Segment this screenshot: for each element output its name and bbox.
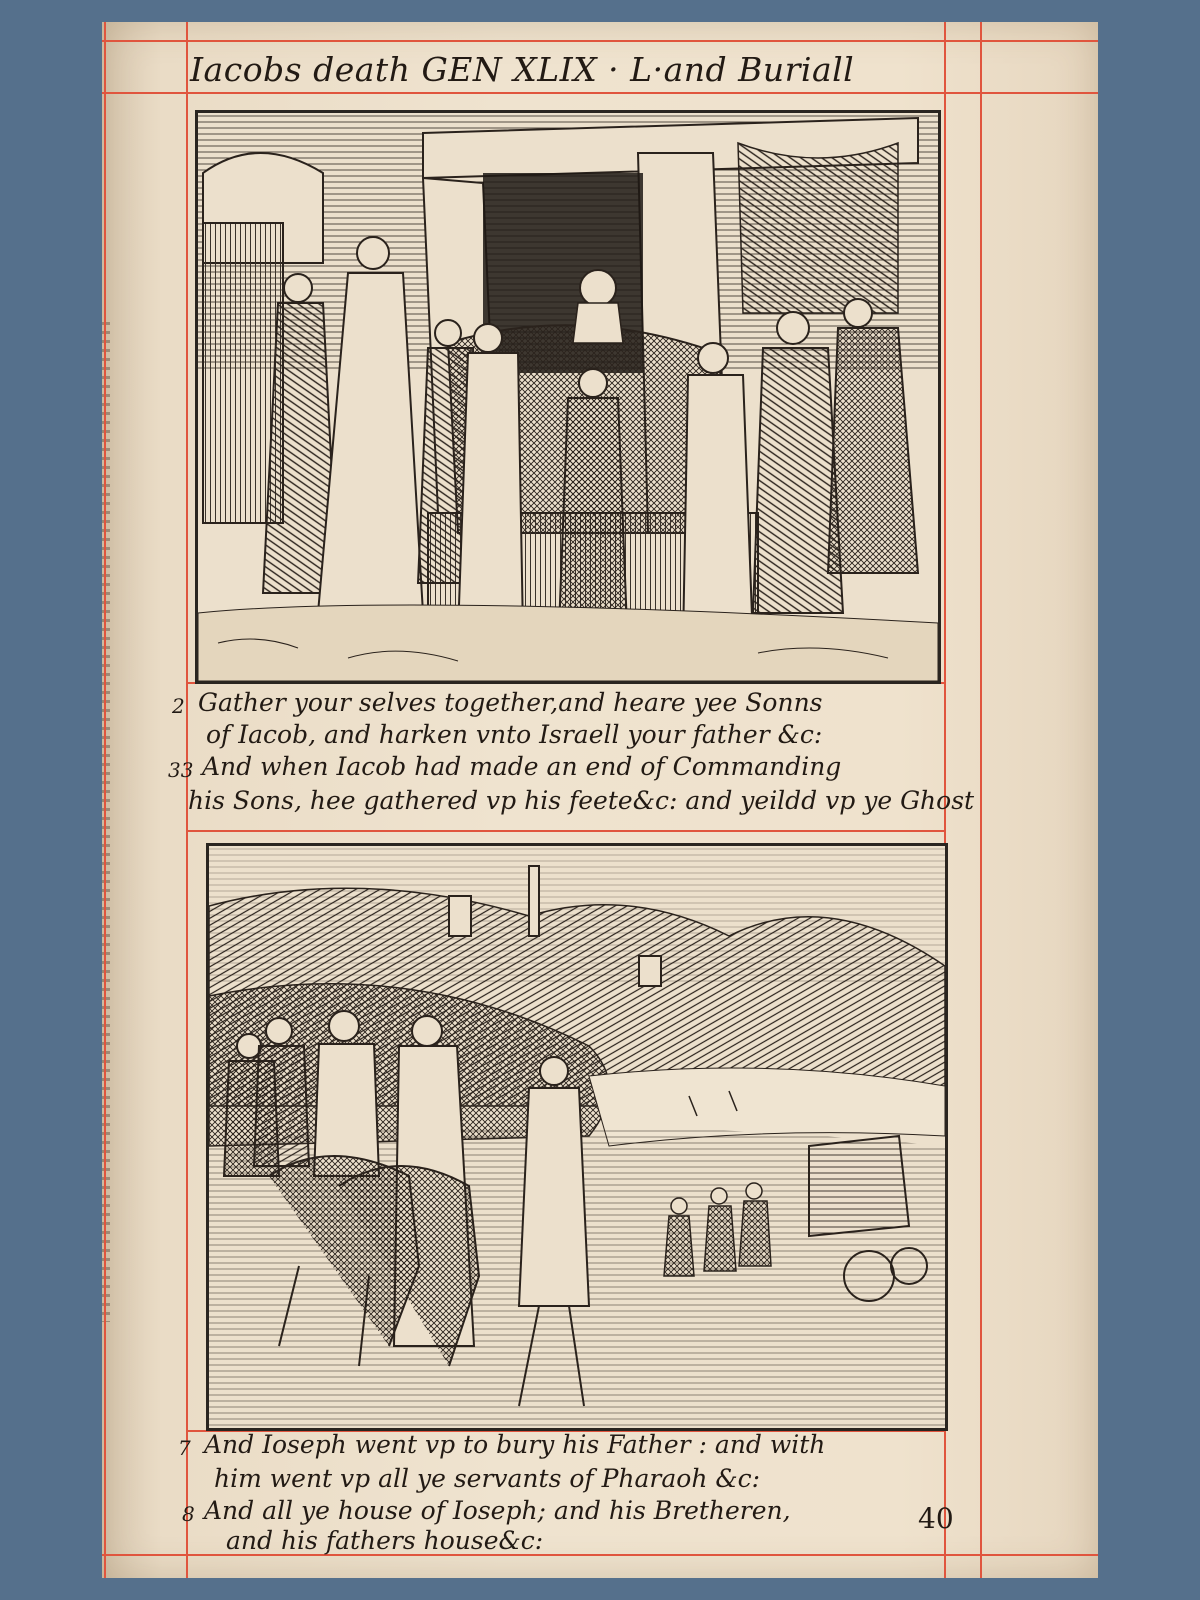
book-page <box>102 22 1098 1578</box>
caption-line: And Ioseph went vp to bury his Father : and with <box>204 1430 826 1459</box>
caption-line: his Sons, hee gathered vp his feete&c: and yeildd vp ye Ghost <box>188 786 975 815</box>
verse-number: 33 <box>168 758 194 782</box>
rule-header-bottom <box>102 92 1098 94</box>
rule-top <box>102 40 1098 42</box>
engraving-deathbed-icon <box>198 113 938 681</box>
plate-deathbed <box>195 110 941 684</box>
plate-funeral-procession <box>206 843 948 1431</box>
caption-line: and his fathers house&c: <box>226 1526 544 1555</box>
rule-caption1-bottom <box>186 830 946 832</box>
caption-line: And all ye house of Ioseph; and his Bretheren, <box>204 1496 791 1525</box>
engraving-funeral-procession-icon <box>209 846 945 1428</box>
page-number: 40 <box>918 1502 954 1535</box>
rule-left-outer <box>104 22 106 1578</box>
rule-right-outer <box>980 22 982 1578</box>
caption-line: And when Iacob had made an end of Commanding <box>202 752 842 781</box>
verse-number: 8 <box>182 1502 195 1526</box>
running-header: Iacobs death GEN XLIX · L·and Buriall <box>190 50 855 89</box>
caption-line: of Iacob, and harken vnto Israell your father &c: <box>206 720 823 749</box>
verse-number: 7 <box>178 1436 191 1460</box>
caption-line: Gather your selves together,and heare yee Sonns <box>198 688 823 717</box>
caption-line: him went vp all ye servants of Pharaoh &c: <box>214 1464 761 1493</box>
verse-number: 2 <box>172 694 185 718</box>
